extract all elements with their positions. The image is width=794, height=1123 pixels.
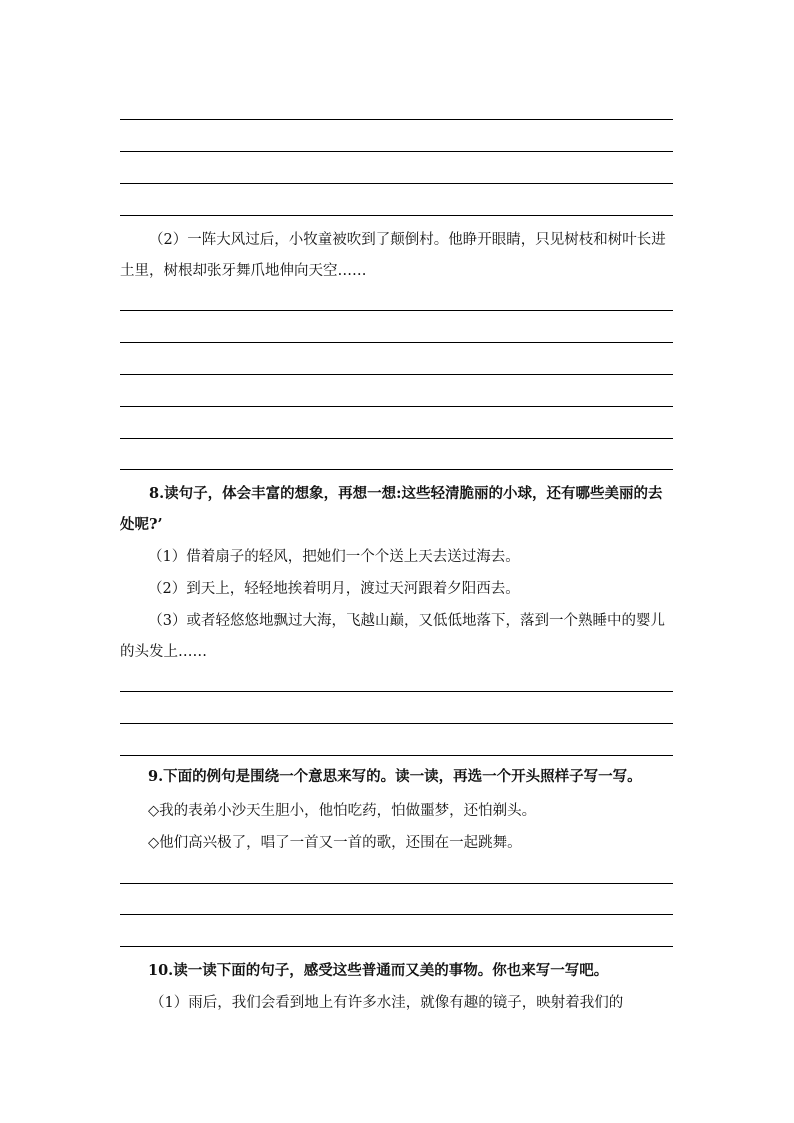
question-9-title: 9.下面的例句是围绕一个意思来写的。读一读，再选一个开头照样子写一写。 [148,768,642,785]
answer-line [120,374,673,375]
answer-line [120,691,673,692]
answer-line [120,215,673,216]
question-8-item-2: （2）到天上，轻轻地挨着明月，渡过天河跟着夕阳西去。 [148,581,520,597]
question-8-item-1: （1）借着扇子的轻风，把她们一个个送上天去送过海去。 [148,549,520,565]
answer-line [120,883,673,884]
answer-line [120,438,673,439]
question-8-title: 8.读句子，体会丰富的想象，再想一想:这些轻清脆丽的小球，还有哪些美丽的去处呢?’ [120,485,663,533]
answer-line [120,119,673,120]
question-8-item-3: （3）或者轻悠悠地飘过大海，飞越山巅，又低低地落下，落到一个熟睡中的婴儿的头发上…… [120,613,665,660]
answer-line [120,406,673,407]
answer-line [120,151,673,152]
answer-line [120,310,673,311]
answer-line [120,469,673,470]
answer-line [120,183,673,184]
answer-line [120,946,673,947]
answer-line [120,914,673,915]
answer-line [120,723,673,724]
question-9-example-1: ◇我的表弟小沙天生胆小，他怕吃药，怕做噩梦，还怕剃头。 [148,803,537,819]
question-10-item-1: （1）雨后，我们会看到地上有许多水洼，就像有趣的镜子，映射着我们的 [150,995,624,1011]
answer-line [120,342,673,343]
answer-line [120,755,673,756]
question-7-part-2: （2）一阵大风过后，小牧童被吹到了颠倒村。他睁开眼睛，只见树枝和树叶长进土里，树根却张牙舞爪地伸向天空…… [120,232,666,279]
question-10-title: 10.读一读下面的句子，感受这些普通而又美的事物。你也来写一写吧。 [148,962,609,979]
question-9-example-2: ◇他们高兴极了，唱了一首又一首的歌，还围在一起跳舞。 [148,835,522,851]
